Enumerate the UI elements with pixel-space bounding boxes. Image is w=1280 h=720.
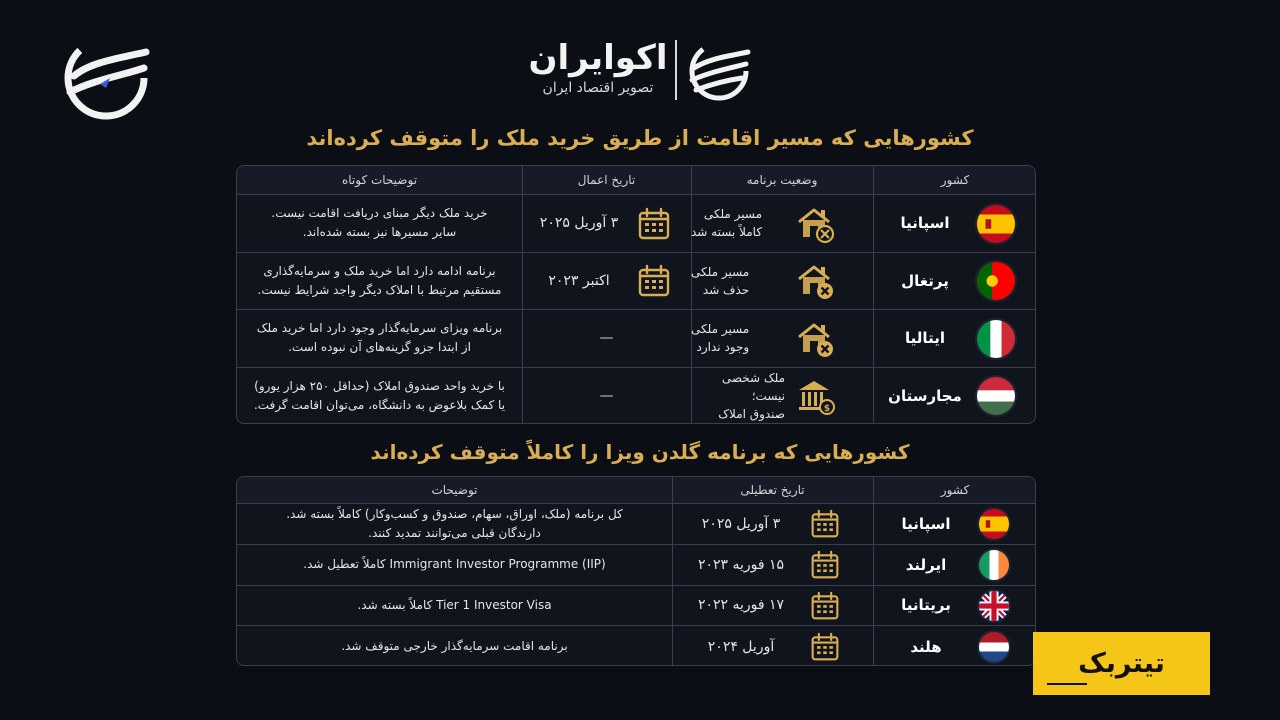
closure-date: ۱۵ فوریه ۲۰۲۳ bbox=[697, 556, 785, 573]
closure-date: ۱۷ فوریه ۲۰۲۲ bbox=[697, 597, 785, 614]
program-status bbox=[691, 253, 793, 310]
notes-line: با خرید واحد صندوق املاک (حداقل ۲۵۰ هزار یورو) bbox=[254, 379, 505, 394]
flag-ireland-icon bbox=[977, 548, 1011, 582]
country-name: پرتغال bbox=[901, 271, 949, 290]
table-header bbox=[237, 477, 1035, 504]
notes-line: مستقیم مرتبط با املاک دیگر واجد شرایط نیست. bbox=[257, 282, 502, 297]
flag-netherlands-icon bbox=[977, 630, 1011, 664]
brand-logo bbox=[520, 36, 760, 106]
effective-date: — bbox=[599, 330, 614, 347]
notes-line: از ابتدا جزو گزینه‌های آن نبوده است. bbox=[288, 340, 471, 355]
country-name: ایرلند bbox=[905, 555, 947, 574]
calendar-icon bbox=[810, 509, 840, 543]
program-status bbox=[691, 310, 793, 367]
program-status bbox=[691, 195, 793, 252]
notes-line: Tier 1 Investor Visa کاملاً بسته شد. bbox=[357, 597, 552, 612]
status-line: مسیر ملکی bbox=[691, 322, 750, 337]
country-name: هلند bbox=[910, 637, 942, 656]
table-row bbox=[237, 504, 1035, 545]
notes-line: یا کمک بلاعوض به دانشگاه، می‌توان اقامت گرفت. bbox=[253, 398, 506, 413]
notes-line: برنامه ادامه دارد اما خرید ملک و سرمایه‌گذاری bbox=[263, 263, 496, 278]
calendar-icon bbox=[637, 207, 671, 245]
short-notes bbox=[237, 310, 522, 367]
corner-logo bbox=[60, 32, 152, 124]
calendar-icon bbox=[810, 591, 840, 625]
table-row bbox=[237, 195, 1035, 253]
property-route-table bbox=[236, 165, 1036, 424]
notes bbox=[237, 504, 672, 544]
section1-title: کشورهایی که مسیر اقامت از طریق خرید ملک را متوقف کرده‌اند bbox=[306, 126, 974, 150]
house-closed-icon bbox=[795, 204, 835, 248]
header-date: تاریخ اعمال bbox=[577, 173, 636, 187]
country-name: اسپانیا bbox=[900, 214, 950, 233]
brand-name: اکوایران bbox=[528, 38, 668, 78]
section2-title: کشورهایی که برنامه گلدن ویزا را کاملاً متوقف کرده‌اند bbox=[370, 440, 910, 464]
short-notes bbox=[237, 195, 522, 252]
notes bbox=[237, 586, 672, 626]
effective-date: ۳ آوریل ۲۰۲۵ bbox=[539, 215, 619, 232]
flag-hungary-icon bbox=[975, 375, 1017, 417]
header-notes: توضیحات bbox=[431, 483, 478, 497]
badge-text: تیتربک bbox=[1078, 648, 1165, 679]
bank-fund-icon bbox=[795, 376, 835, 420]
svg-text:$: $ bbox=[823, 404, 831, 415]
header-country: کشور bbox=[940, 173, 970, 187]
effective-date: اکتبر ۲۰۲۳ bbox=[548, 272, 610, 289]
brand-subtitle: تصویر اقتصاد ایران bbox=[542, 80, 654, 96]
header-status: وضعیت برنامه bbox=[746, 173, 818, 187]
status-line: کاملاً بسته شد bbox=[691, 225, 763, 240]
table-header bbox=[237, 166, 1035, 195]
calendar-icon bbox=[810, 550, 840, 584]
status-line: مسیر ملکی bbox=[703, 207, 763, 222]
table-row bbox=[237, 310, 1035, 368]
effective-date: — bbox=[599, 388, 614, 405]
table-row bbox=[237, 253, 1035, 311]
header-country: کشور bbox=[940, 483, 970, 497]
brand-mark-icon bbox=[686, 38, 752, 104]
badge-underline bbox=[1047, 683, 1087, 685]
titrbak-badge bbox=[1033, 632, 1210, 695]
notes bbox=[237, 626, 672, 666]
closure-date: آوریل ۲۰۲۴ bbox=[707, 638, 775, 655]
country-name: بریتانیا bbox=[901, 596, 951, 615]
flag-italy-icon bbox=[975, 318, 1017, 360]
country-name: ایتالیا bbox=[905, 329, 945, 348]
status-line: مسیر ملکی bbox=[691, 264, 750, 279]
calendar-icon bbox=[637, 264, 671, 302]
closure-date: ۳ آوریل ۲۰۲۵ bbox=[701, 515, 781, 532]
short-notes bbox=[237, 253, 522, 310]
brand-divider bbox=[675, 40, 677, 100]
golden-visa-table bbox=[236, 476, 1036, 666]
notes-line: Immigrant Investor Programme (IIP) کاملاً تعطیل شد. bbox=[303, 557, 606, 572]
flag-uk-icon bbox=[977, 589, 1011, 623]
table-row bbox=[237, 545, 1035, 586]
program-status bbox=[691, 368, 793, 425]
status-line: ملک شخصی نیست؛ bbox=[721, 371, 785, 404]
country-name: اسپانیا bbox=[901, 514, 951, 533]
short-notes bbox=[237, 368, 522, 425]
table-row bbox=[237, 586, 1035, 627]
house-removed-icon bbox=[795, 319, 835, 363]
calendar-icon bbox=[810, 632, 840, 666]
notes bbox=[237, 545, 672, 585]
flag-spain-icon bbox=[975, 203, 1017, 245]
table-row bbox=[237, 368, 1035, 425]
notes-line: برنامه ویزای سرمایه‌گذار وجود دارد اما خرید ملک bbox=[256, 321, 503, 336]
status-line: وجود ندارد bbox=[696, 340, 750, 355]
status-line: صندوق املاک bbox=[718, 407, 785, 422]
header-notes: توضیحات کوتاه bbox=[341, 173, 418, 187]
notes-line: سایر مسیرها نیز بسته شده‌اند. bbox=[302, 225, 457, 240]
header-date: تاریخ تعطیلی bbox=[740, 483, 805, 497]
house-removed-icon bbox=[795, 261, 835, 305]
notes-line: برنامه اقامت سرمایه‌گذار خارجی متوقف شد. bbox=[341, 639, 568, 654]
notes-line: کل برنامه (ملک، اوراق، سهام، صندوق و کسب‌وکار) کاملاً بسته شد. bbox=[286, 506, 623, 521]
table-row bbox=[237, 626, 1035, 666]
notes-line: خرید ملک دیگر مبنای دریافت اقامت نیست. bbox=[271, 206, 488, 221]
status-line: حذف شد bbox=[702, 282, 750, 297]
flag-spain-icon bbox=[977, 507, 1011, 541]
country-name: مجارستان bbox=[888, 387, 962, 406]
notes-line: دارندگان قبلی می‌توانند تمدید کنند. bbox=[368, 525, 541, 540]
flag-portugal-icon bbox=[975, 260, 1017, 302]
